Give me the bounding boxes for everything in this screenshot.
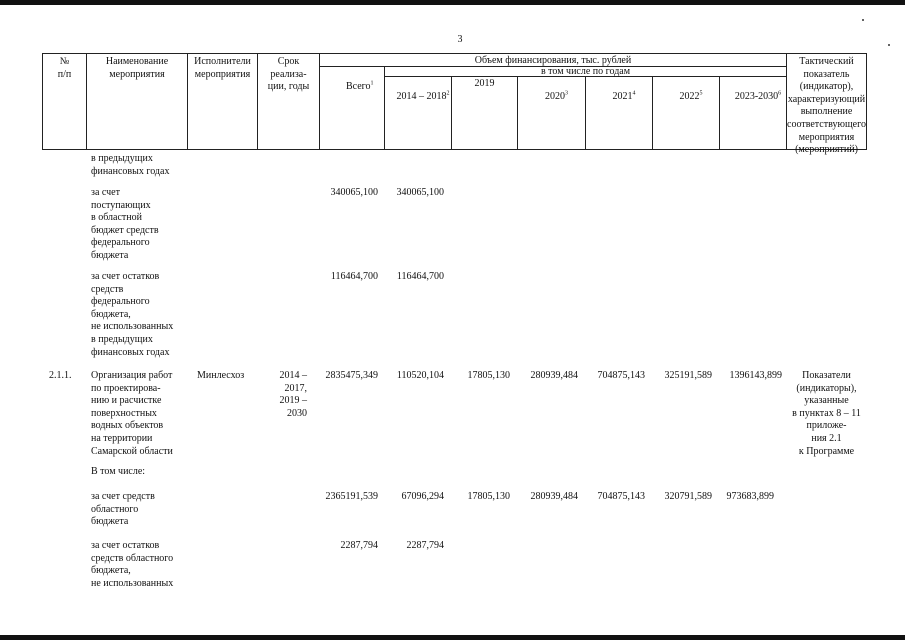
row-executors: Минлесхоз xyxy=(197,370,245,381)
row-total: 116464,700 xyxy=(330,271,378,282)
footnote-mark: 1 xyxy=(370,80,374,87)
row-name: за счет поступающих в областной бюджет средств федерального бюджета xyxy=(91,187,159,261)
year-label: 2020 xyxy=(545,90,565,102)
header-indicator: Тактический показатель (индикатор), характеризующий выполнение соответствующего мероприятия (мероприятий) xyxy=(787,56,866,156)
row-y2020: 280939,484 xyxy=(530,491,578,502)
year-label: 2021 xyxy=(612,90,633,102)
header-year-2022 xyxy=(653,78,719,116)
header-bottom-rule xyxy=(42,149,866,150)
row-y2019: 17805,130 xyxy=(467,370,510,381)
footnote-mark: 3 xyxy=(565,90,568,97)
row-name: за счет остатков средств областного бюджета, не использованных xyxy=(91,540,174,589)
row-name: за счет остатков средств федерального бюджета, не использованных в предыдущих финансовых годах xyxy=(91,271,174,358)
row-total: 2365191,539 xyxy=(325,491,378,502)
row-name: за счет средств областного бюджета xyxy=(91,491,155,528)
header-total-label: Всего xyxy=(346,80,371,92)
scan-top-edge xyxy=(0,0,905,5)
header-funding-title: Объем финансирования, тыс. рублей xyxy=(474,55,632,66)
row-y2014-2018: 2287,794 xyxy=(406,540,444,551)
row-y2021: 704875,143 xyxy=(597,491,645,502)
year-label: 2023-2030 xyxy=(734,90,779,102)
header-year-2020 xyxy=(518,78,585,116)
row-y2019: 17805,130 xyxy=(467,491,510,502)
year-label: 2022 xyxy=(679,90,700,102)
header-by-years: в том числе по годам xyxy=(540,66,631,77)
row-num: 2.1.1. xyxy=(49,370,72,381)
row-y2014-2018: 110520,104 xyxy=(396,370,444,381)
header-name: Наименование мероприятия xyxy=(105,56,169,80)
row-y2014-2018: 116464,700 xyxy=(396,271,444,282)
header-term: Срок реализа- ции, годы xyxy=(267,56,310,93)
row-total: 2287,794 xyxy=(340,540,378,551)
scan-bottom-edge xyxy=(0,635,905,640)
row-total: 340065,100 xyxy=(330,187,378,198)
row-y2014-2018: 340065,100 xyxy=(396,187,444,198)
header-year-2021 xyxy=(586,78,652,116)
row-name: в предыдущих финансовых годах xyxy=(91,153,170,177)
row-y2022: 325191,589 xyxy=(664,370,712,381)
row-name: В том числе: xyxy=(91,466,146,477)
row-total: 2835475,349 xyxy=(325,370,378,381)
row-y2023-2030: 973683,899 xyxy=(726,491,774,502)
header-year-2023-2030 xyxy=(720,78,786,116)
scan-speck xyxy=(862,19,864,21)
header-year-2019: 2019 xyxy=(474,78,495,89)
header-num: № п/п xyxy=(57,56,72,80)
header-total xyxy=(336,68,374,106)
row-y2020: 280939,484 xyxy=(530,370,578,381)
row-indicator: Показатели (индикаторы), указанные в пунктах 8 – 11 приложе- ния 2.1 к Программе xyxy=(792,370,861,457)
scan-speck xyxy=(888,44,890,46)
row-name: Организация работ по проектирова- нию и расчистке поверхностных водных объектов на территории Самарской области xyxy=(91,370,173,457)
footnote-mark: 6 xyxy=(778,90,782,97)
row-term: 2014 – 2017, 2019 – 2030 xyxy=(279,370,307,419)
row-y2022: 320791,589 xyxy=(664,491,712,502)
row-y2023-2030: 1396143,899 xyxy=(729,370,782,381)
header-year-2014-2018 xyxy=(385,78,451,116)
footnote-mark: 4 xyxy=(632,90,636,97)
year-label: 2014 – 2018 xyxy=(396,90,447,102)
footnote-mark: 2 xyxy=(446,90,450,97)
table-top-rule xyxy=(42,53,866,54)
page-number: 3 xyxy=(457,34,463,45)
footnote-mark: 5 xyxy=(699,90,703,97)
header-executors: Исполнители мероприятия xyxy=(194,56,251,80)
row-y2021: 704875,143 xyxy=(597,370,645,381)
col-divider xyxy=(866,53,867,150)
row-y2014-2018: 67096,294 xyxy=(401,491,444,502)
